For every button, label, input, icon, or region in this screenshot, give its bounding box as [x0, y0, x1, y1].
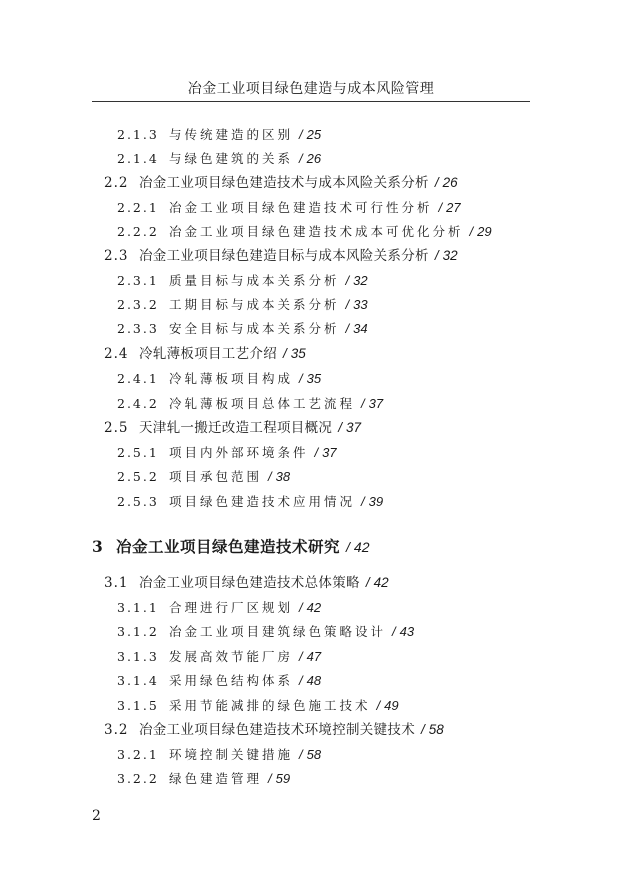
toc-entry-2-2[interactable] — [104, 174, 458, 192]
toc-title: 冶金工业项目绿色建造技术总体策略 — [139, 575, 360, 591]
toc-entry-3-1-4[interactable] — [117, 672, 321, 690]
toc-title: 采用节能减排的绿色施工技术 — [169, 698, 371, 713]
toc-title: 质量目标与成本关系分析 — [169, 273, 340, 288]
toc-entry-2-3[interactable] — [104, 247, 458, 265]
toc-page: 25 — [306, 127, 322, 142]
toc-separator: / — [434, 175, 439, 190]
toc-page: 58 — [428, 722, 444, 737]
toc-entry-2-5[interactable] — [104, 419, 361, 437]
toc-page: 47 — [306, 649, 322, 664]
toc-entry-2-1-4[interactable] — [117, 150, 321, 168]
toc-title: 冶金工业项目绿色建造技术研究 — [116, 538, 341, 556]
toc-entry-3-1-5[interactable] — [117, 697, 399, 715]
toc-entry-2-3-1[interactable] — [117, 272, 368, 290]
toc-number: 3.1.1 — [117, 600, 159, 615]
toc-separator: / — [345, 321, 350, 336]
toc-number: 2.2.2 — [117, 224, 159, 239]
toc-separator: / — [345, 273, 350, 288]
toc-number: 3.1.4 — [117, 673, 159, 688]
running-header: 冶金工业项目绿色建造与成本风险管理 — [187, 81, 435, 97]
toc-page: 49 — [384, 698, 399, 713]
toc-title: 冷轧薄板项目工艺介绍 — [139, 346, 277, 362]
toc-title: 冷轧薄板项目总体工艺流程 — [169, 396, 356, 411]
toc-number: 2.5 — [104, 420, 129, 436]
toc-number: 2.2 — [104, 175, 129, 191]
toc-number: 3.1.5 — [117, 698, 159, 713]
toc-page: 42 — [373, 575, 389, 590]
toc-title: 冶金工业项目绿色建造技术成本可优化分析 — [169, 224, 464, 239]
toc-number: 2.4 — [104, 346, 129, 362]
toc-title: 与传统建造的区别 — [169, 127, 294, 142]
toc-page: 37 — [322, 445, 337, 460]
toc-separator: / — [421, 722, 425, 737]
toc-entry-2-3-3[interactable] — [117, 320, 368, 338]
toc-separator: / — [299, 649, 303, 664]
toc-separator: / — [299, 151, 303, 166]
toc-separator: / — [268, 771, 272, 786]
toc-page: 35 — [290, 346, 306, 361]
toc-number: 2.4.2 — [117, 396, 159, 411]
toc-entry-3-1-2[interactable] — [117, 623, 414, 641]
toc-separator: / — [268, 469, 272, 484]
toc-title: 安全目标与成本关系分析 — [169, 321, 340, 336]
toc-number: 2.5.3 — [117, 494, 159, 509]
toc-separator: / — [299, 371, 303, 386]
toc-title: 发展高效节能厂房 — [169, 649, 294, 664]
toc-page: 26 — [306, 151, 322, 166]
toc-number: 3.2.2 — [117, 771, 159, 786]
toc-separator: / — [299, 600, 303, 615]
toc-entry-3-1-1[interactable] — [117, 599, 321, 617]
toc-entry-3-2[interactable] — [104, 721, 444, 739]
toc-entry-2-3-2[interactable] — [117, 296, 368, 314]
toc-title: 工期目标与成本关系分析 — [169, 297, 340, 312]
toc-separator: / — [314, 445, 319, 460]
toc-number: 3.1 — [104, 575, 129, 591]
toc-page: 34 — [353, 321, 368, 336]
toc-page: 58 — [306, 747, 322, 762]
toc-page: 29 — [477, 224, 492, 239]
toc-entry-2-5-3[interactable] — [117, 493, 383, 511]
toc-page: 59 — [275, 771, 291, 786]
toc-number: 3.2 — [104, 722, 129, 738]
toc-title: 天津轧一搬迁改造工程项目概况 — [139, 420, 333, 436]
toc-entry-2-2-2[interactable] — [117, 223, 492, 241]
toc-page: 35 — [306, 371, 322, 386]
page-number: 2 — [92, 808, 101, 824]
toc-entry-2-5-1[interactable] — [117, 444, 337, 462]
toc-page: 37 — [345, 420, 361, 435]
toc-number: 3 — [92, 537, 103, 556]
toc-title: 冶金工业项目绿色建造技术与成本风险关系分析 — [139, 175, 429, 191]
toc-separator: / — [299, 127, 303, 142]
toc-title: 冶金工业项目绿色建造目标与成本风险关系分析 — [139, 248, 429, 264]
toc-page: 32 — [353, 273, 368, 288]
toc-entry-2-4[interactable] — [104, 345, 306, 363]
toc-separator: / — [345, 297, 350, 312]
toc-separator: / — [346, 539, 350, 555]
toc-separator: / — [299, 673, 303, 688]
toc-number: 3.1.2 — [117, 624, 159, 639]
toc-title: 采用绿色结构体系 — [169, 673, 294, 688]
toc-number: 2.2.1 — [117, 200, 159, 215]
toc-title: 冷轧薄板项目构成 — [169, 371, 294, 386]
toc-page: 42 — [353, 539, 370, 555]
toc-title: 环境控制关键措施 — [169, 747, 294, 762]
toc-number: 2.5.1 — [117, 445, 159, 460]
toc-page: 33 — [353, 297, 368, 312]
toc-entry-2-2-1[interactable] — [117, 199, 461, 217]
toc-page: 38 — [275, 469, 291, 484]
toc-separator: / — [299, 747, 303, 762]
toc-title: 项目内外部环境条件 — [169, 445, 309, 460]
toc-separator: / — [361, 494, 365, 509]
toc-title: 冶金工业项目绿色建造技术可行性分析 — [169, 200, 433, 215]
toc-entry-3-2-1[interactable] — [117, 746, 321, 764]
toc-number: 2.1.4 — [117, 151, 159, 166]
toc-entry-2-4-2[interactable] — [117, 395, 383, 413]
toc-number: 2.4.1 — [117, 371, 159, 386]
toc-separator: / — [392, 624, 396, 639]
toc-page: 27 — [446, 200, 461, 215]
toc-entry-2-1-3[interactable] — [117, 126, 321, 144]
toc-number: 2.3.1 — [117, 273, 159, 288]
toc-page: 37 — [368, 396, 384, 411]
toc-number: 2.5.2 — [117, 469, 159, 484]
toc-title: 冶金工业项目绿色建造技术环境控制关键技术 — [139, 722, 415, 738]
toc-separator: / — [361, 396, 365, 411]
toc-entry-2-5-2[interactable] — [117, 468, 290, 486]
toc-page: 39 — [368, 494, 384, 509]
toc-entry-3-1[interactable] — [104, 574, 389, 592]
toc-number: 2.1.3 — [117, 127, 159, 142]
toc-number: 2.3.2 — [117, 297, 159, 312]
toc-separator: / — [469, 224, 474, 239]
toc-title: 项目承包范围 — [169, 469, 263, 484]
toc-entry-2-4-1[interactable] — [117, 370, 321, 388]
toc-entry-3-1-3[interactable] — [117, 648, 321, 666]
toc-title: 合理进行厂区规划 — [169, 600, 294, 615]
toc-separator: / — [434, 248, 439, 263]
toc-number: 2.3 — [104, 248, 129, 264]
toc-page: 48 — [306, 673, 322, 688]
toc-number: 2.3.3 — [117, 321, 159, 336]
toc-separator: / — [376, 698, 381, 713]
toc-page: 42 — [306, 600, 322, 615]
toc-page: 43 — [399, 624, 415, 639]
toc-separator: / — [365, 575, 370, 590]
toc-title: 项目绿色建造技术应用情况 — [169, 494, 356, 509]
toc-number: 3.1.3 — [117, 649, 159, 664]
toc-page: 26 — [442, 175, 458, 190]
toc-separator: / — [438, 200, 443, 215]
toc-separator: / — [338, 420, 342, 435]
toc-page: 32 — [442, 248, 458, 263]
toc-title: 与绿色建筑的关系 — [169, 151, 294, 166]
toc-entry-chapter-3[interactable] — [92, 538, 369, 556]
toc-title: 绿色建造管理 — [169, 771, 263, 786]
toc-separator: / — [283, 346, 287, 361]
toc-number: 3.2.1 — [117, 747, 159, 762]
toc-entry-3-2-2[interactable] — [117, 770, 290, 788]
toc-title: 冶金工业项目建筑绿色策略设计 — [169, 624, 387, 639]
